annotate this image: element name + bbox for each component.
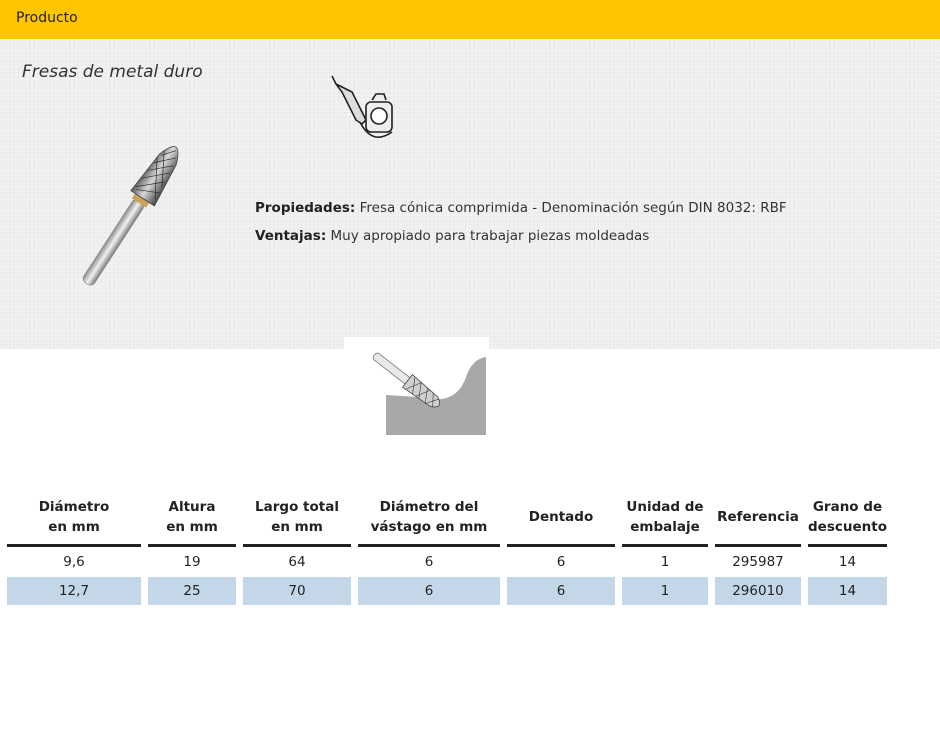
header-title: Producto [16, 10, 78, 26]
application-diagram-image [344, 337, 489, 445]
cell-diameter: 9,6 [63, 554, 85, 570]
properties-text: Fresa cónica comprimida - Denominación según DIN 8032: RBF [359, 200, 787, 216]
cell-discount-group: 14 [808, 577, 887, 605]
advantages-text: Muy apropiado para trabajar piezas moldeadas [330, 228, 650, 244]
cell-total-length: 64 [288, 554, 306, 570]
cell-cut: 6 [556, 554, 566, 570]
advantages-line [255, 228, 787, 256]
cell-height: 19 [183, 554, 201, 570]
cell-total-length: 70 [243, 577, 351, 605]
cell-discount-group: 14 [838, 554, 857, 570]
carbide-burr-image [55, 120, 215, 300]
col-header-packing-unit: Unidad de embalaje [622, 494, 708, 547]
product-spec-table [7, 494, 887, 605]
col-header-discount-group: Grano de descuento [808, 494, 887, 547]
col-header-cut: Dentado [507, 494, 615, 547]
cell-shank-diameter: 6 [358, 577, 500, 605]
table-header-row [7, 494, 887, 547]
cell-packing-unit: 1 [660, 554, 670, 570]
col-header-reference: Referencia [715, 494, 801, 547]
col-header-diameter: Diámetro en mm [7, 494, 141, 547]
table-row [7, 547, 887, 577]
col-header-total-length: Largo total en mm [243, 494, 351, 547]
cell-cut: 6 [507, 577, 615, 605]
cell-shank-diameter: 6 [424, 554, 434, 570]
properties-line [255, 200, 787, 228]
cell-diameter: 12,7 [7, 577, 141, 605]
properties-label: Propiedades: [255, 200, 356, 216]
product-category-title: Fresas de metal duro [22, 62, 203, 82]
cell-reference: 295987 [732, 554, 784, 570]
cell-packing-unit: 1 [622, 577, 708, 605]
rotary-tool-icon [322, 72, 402, 150]
product-properties [255, 200, 787, 256]
advantages-label: Ventajas: [255, 228, 327, 244]
header-bar [0, 0, 940, 39]
col-header-height: Altura en mm [148, 494, 236, 547]
cell-reference: 296010 [715, 577, 801, 605]
cell-height: 25 [148, 577, 236, 605]
table-row [7, 577, 887, 605]
col-header-shank-diameter: Diámetro del vástago en mm [358, 494, 500, 547]
